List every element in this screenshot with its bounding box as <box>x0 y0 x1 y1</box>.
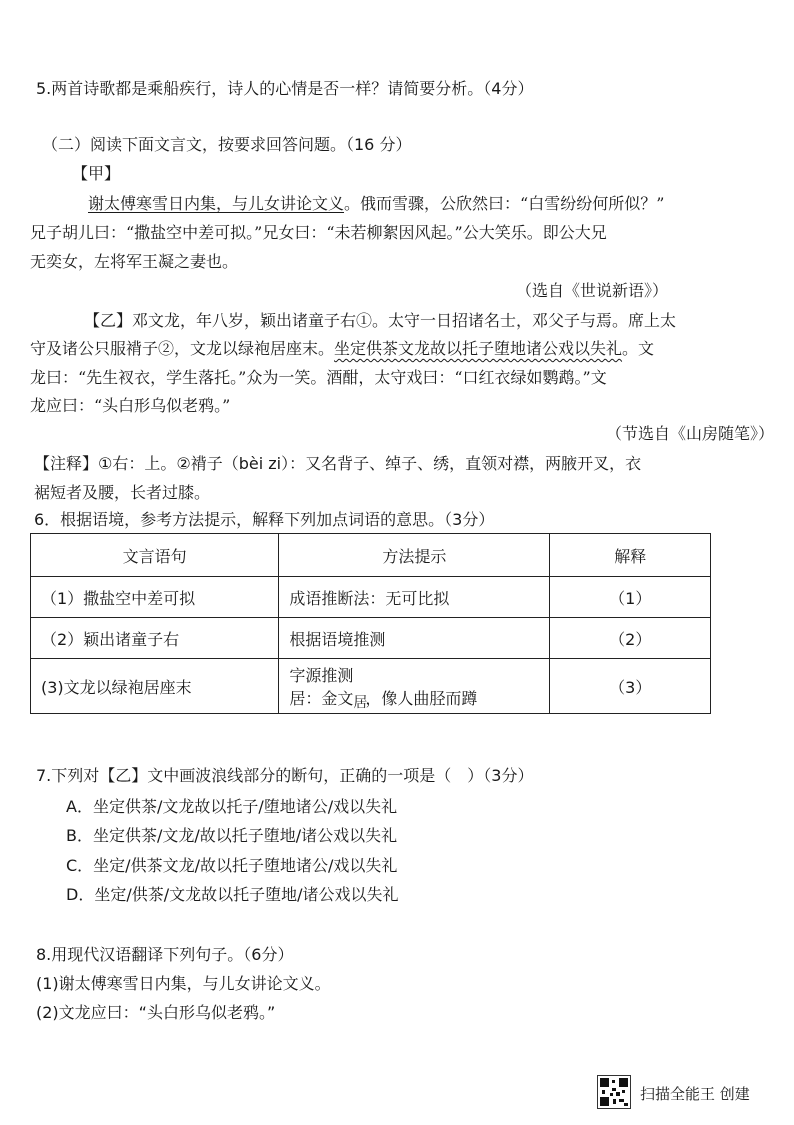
option-c[interactable]: C．坐定/供茶文龙/故以托子堕地诸公/戏以失礼 <box>66 856 398 875</box>
bronze-script-glyph: 居 <box>353 695 368 711</box>
table-cell-hint: 根据语境推测 <box>279 618 550 659</box>
table-cell-hint: 成语推断法：无可比拟 <box>279 577 550 618</box>
question-8-sentence-1: (1)谢太傅寒雪日内集，与儿女讲论文义。 <box>36 974 331 993</box>
table-row <box>31 577 711 618</box>
question-7-stem: 7.下列对【乙】文中画波浪线部分的断句，正确的一项是（ ）（3分） <box>36 766 534 785</box>
jia-line-1-rest: 。俄而雪骤，公欣然曰：“白雪纷纷何所似？” <box>344 194 665 213</box>
question-8-sentence-2: (2)文龙应曰：“头白形乌似老鸦。” <box>36 1003 276 1022</box>
option-a[interactable]: A．坐定供茶/文龙故以托子/堕地诸公/戏以失礼 <box>66 797 398 816</box>
hint-line-2 <box>289 686 539 709</box>
table-header: 文言语句 <box>31 534 279 577</box>
question-6-table <box>30 533 711 714</box>
yi-wavy-sentence: 坐定供茶文龙故以托子堕地诸公戏以失礼 <box>334 339 623 358</box>
passage-yi-source: （节选自《山房随笔》） <box>605 424 774 443</box>
qr-code-icon <box>597 1075 631 1109</box>
question-6-stem: 6．根据语境，参考方法提示，解释下列加点词语的意思。（3分） <box>34 510 495 529</box>
passage-jia-source: （选自《世说新语》） <box>515 281 668 300</box>
passage-yi-line-1: 【乙】邓文龙，年八岁，颖出诸童子右①。太守一日招诸名士，邓父子与焉。席上太 <box>84 311 677 330</box>
passage-jia-label: 【甲】 <box>72 164 121 183</box>
hint-line-2-end: ，像人曲胫而蹲 <box>365 689 478 708</box>
section-2-title: （二）阅读下面文言文，按要求回答问题。（16 分） <box>42 135 412 154</box>
table-row <box>31 659 711 714</box>
passage-jia-line-2: 兄子胡儿曰：“撒盐空中差可拟。”兄女曰：“未若柳絮因风起。”公大笑乐。即公大兄 <box>30 223 607 242</box>
question-5: 5.两首诗歌都是乘船疾行，诗人的心情是否一样？请简要分析。（4分） <box>36 79 534 98</box>
question-8-stem: 8.用现代汉语翻译下列句子。（6分） <box>36 945 294 964</box>
table-cell-answer[interactable]: （2） <box>550 618 711 659</box>
passage-yi-line-2 <box>30 338 654 360</box>
table-cell-hint <box>279 659 550 714</box>
passage-yi-line-3: 龙曰：“先生衩衣，学生落托。”众为一笑。酒酣，太守戏曰：“口红衣绿如鹦鹉。”文 <box>30 368 607 387</box>
table-header-row <box>31 534 711 577</box>
yi-line-2-end: 。文 <box>622 339 655 358</box>
jia-underlined-sentence: 谢太傅寒雪日内集，与儿女讲论文义 <box>88 194 345 213</box>
option-b[interactable]: B．坐定供茶/文龙/故以托子堕地/诸公戏以失礼 <box>66 826 398 845</box>
table-cell-sentence: （2）颖出诸童子右 <box>31 618 279 659</box>
passage-jia-line-1 <box>88 193 664 215</box>
scanner-credit: 扫描全能王 创建 <box>640 1085 750 1103</box>
option-d[interactable]: D．坐定/供茶/文龙故以托子堕地/诸公戏以失礼 <box>66 885 399 904</box>
table-row <box>31 618 711 659</box>
hint-line-1: 字源推测 <box>289 666 354 685</box>
passage-jia-line-3: 无奕女，左将军王凝之妻也。 <box>30 252 239 271</box>
passage-yi-line-4: 龙应曰：“头白形乌似老鸦。” <box>30 396 231 415</box>
table-header: 方法提示 <box>279 534 550 577</box>
yi-line-2-start: 守及诸公只服褙子②，文龙以绿袍居座末。 <box>30 339 335 358</box>
table-cell-answer[interactable]: （3） <box>550 659 711 714</box>
hint-line-2-start: 居：金文 <box>289 689 354 708</box>
table-cell-answer[interactable]: （1） <box>550 577 711 618</box>
notes-line-1: 【注释】①右：上。②褙子（bèi zi）：又名背子、绰子、绣，直领对襟，两腋开叉，衣 <box>34 454 642 473</box>
notes-line-2: 裾短者及腰，长者过膝。 <box>34 483 211 502</box>
table-cell-sentence: (3)文龙以绿袍居座末 <box>31 659 279 714</box>
table-header: 解释 <box>550 534 711 577</box>
table-cell-sentence: （1）撒盐空中差可拟 <box>31 577 279 618</box>
